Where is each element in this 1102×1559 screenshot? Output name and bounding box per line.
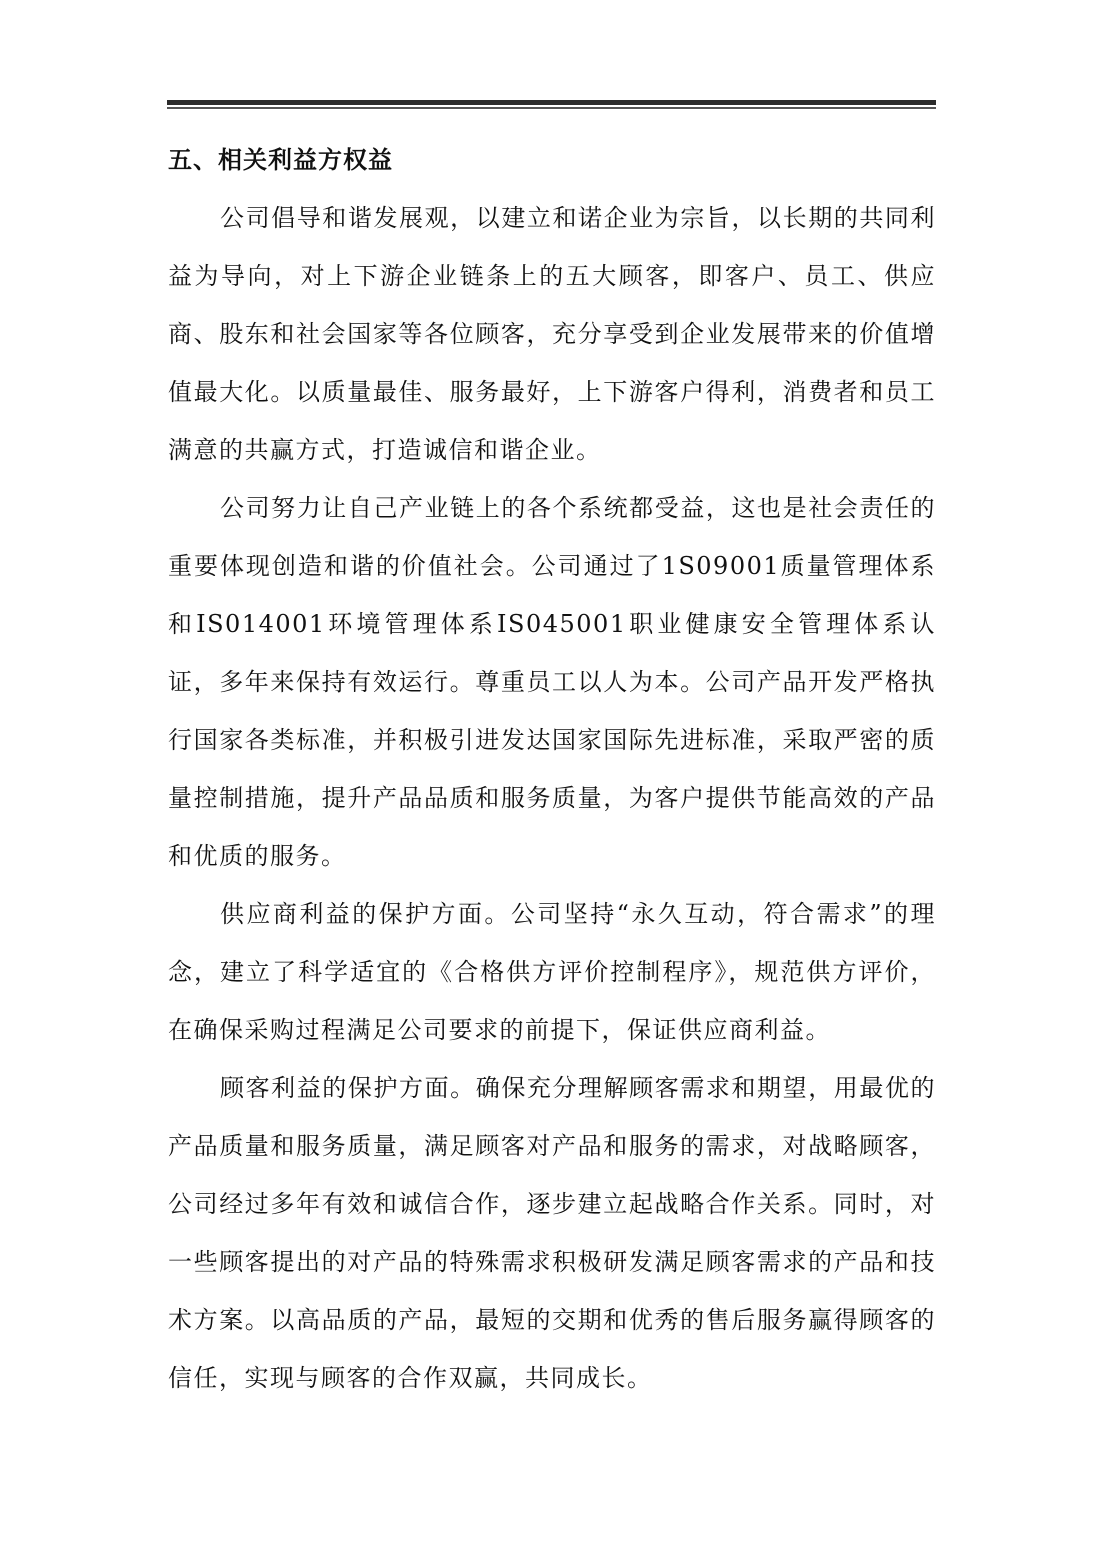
paragraph-supplier-interests: 供应商利益的保护方面。公司坚持“永久互动，符合需求”的理念，建立了科学适宜的《合格供方评价控制程序》，规范供方评价，在确保采购过程满足公司要求的前提下，保证供应商利益。 — [168, 900, 936, 1044]
header-rule — [167, 100, 936, 105]
header-rule-thin — [167, 107, 936, 109]
section-title: 五、相关利益方权益 — [168, 146, 393, 174]
paragraph-harmony: 公司倡导和谐发展观，以建立和诺企业为宗旨，以长期的共同利益为导向，对上下游企业链条上的五大顾客，即客户、员工、供应商、股东和社会国家等各位顾客，充分享受到企业发展带来的价值增值最大化。以质量最佳、服务最好，上下游客户得利，消费者和员工满意的共赢方式，打造诚信和谐企业。 — [168, 204, 936, 464]
paragraph-customer-interests: 顾客利益的保护方面。确保充分理解顾客需求和期望，用最优的产品质量和服务质量，满足顾客对产品和服务的需求，对战略顾客，公司经过多年有效和诚信合作，逐步建立起战略合作关系。同时，对一些顾客提出的对产品的特殊需求积极研发满足顾客需求的产品和技术方案。以高品质的产品，最短的交期和优秀的售后服务赢得顾客的信任，实现与顾客的合作双赢，共同成长。 — [168, 1074, 936, 1392]
document-body — [168, 131, 936, 1407]
paragraph-quality-systems: 公司努力让自己产业链上的各个系统都受益，这也是社会责任的重要体现创造和谐的价值社会。公司通过了1S09001质量管理体系和IS014001环境管理体系IS045001职业健康安全管理体系认证，多年来保持有效运行。尊重员工以人为本。公司产品开发严格执行国家各类标准，并积极引进发达国家国际先进标准，采取严密的质量控制措施，提升产品品质和服务质量，为客户提供节能高效的产品和优质的服务。 — [168, 494, 936, 870]
